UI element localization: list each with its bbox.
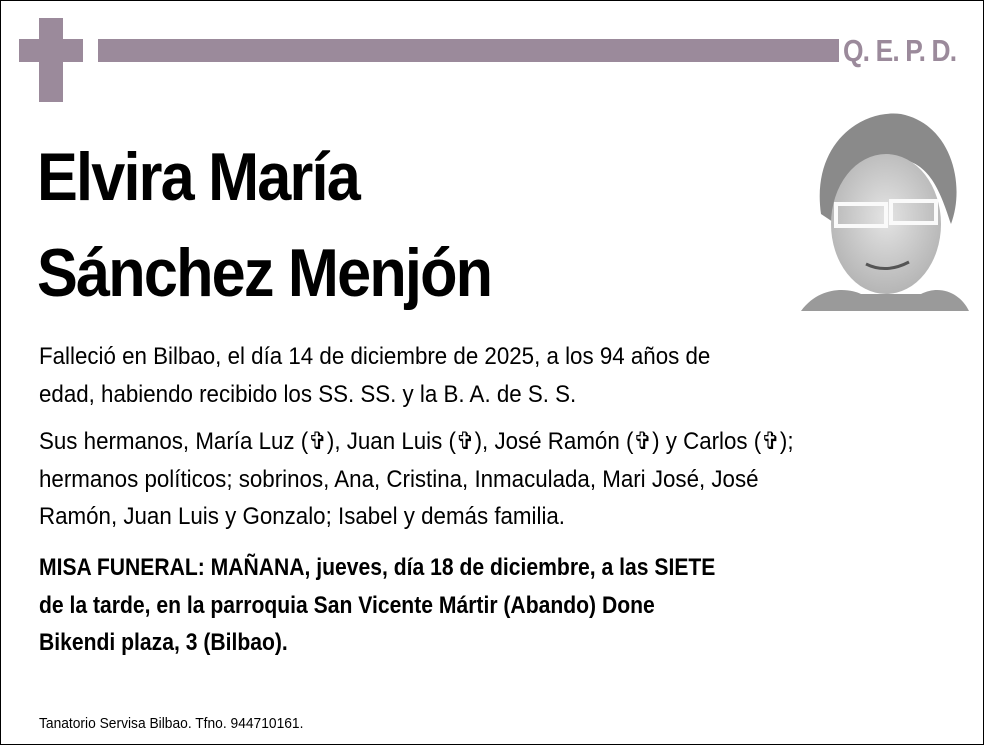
- header-bar: [98, 39, 839, 62]
- text-line: edad, habiendo recibido los SS. SS. y la B. A. de S. S.: [39, 380, 577, 408]
- funeral-mass-info: [39, 549, 715, 662]
- text-line: Falleció en Bilbao, el día 14 de diciembre de 2025, a los 94 años de: [39, 343, 711, 370]
- deceased-name-line1: Elvira María: [37, 139, 360, 215]
- text-line: Ramón, Juan Luis y Gonzalo; Isabel y demás familia.: [39, 503, 566, 530]
- text-line: de la tarde, en la parroquia San Vicente Mártir (Abando) Done: [39, 591, 655, 619]
- text-line: MISA FUNERAL: MAÑANA, jueves, día 18 de diciembre, a las SIETE: [39, 554, 716, 581]
- death-announcement: [39, 338, 710, 413]
- qepd-label: Q. E. P. D.: [843, 33, 957, 68]
- text-line: Bikendi plaza, 3 (Bilbao).: [39, 629, 288, 656]
- text-line: Sus hermanos, María Luz (✞), Juan Luis (✞), José Ramón (✞) y Carlos (✞);: [39, 428, 794, 455]
- family-list: [39, 423, 794, 536]
- text-line: hermanos políticos; sobrinos, Ana, Cristina, Inmaculada, Mari José, José: [39, 465, 759, 493]
- deceased-name-line2: Sánchez Menjón: [37, 235, 492, 311]
- funeral-home-contact: Tanatorio Servisa Bilbao. Tfno. 944710161.: [39, 715, 304, 732]
- portrait-photo: [791, 104, 969, 311]
